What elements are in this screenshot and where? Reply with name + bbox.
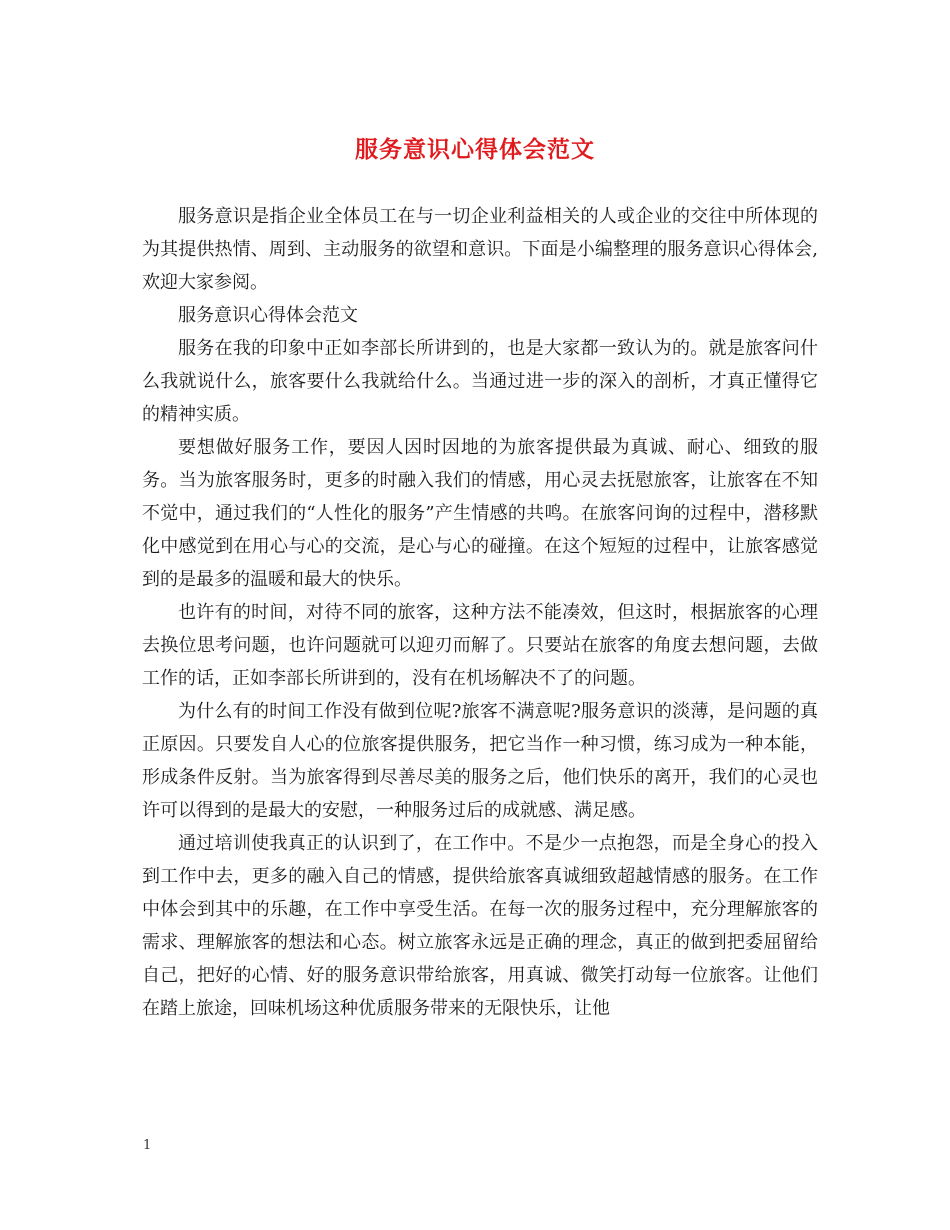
paragraph: 也许有的时间，对待不同的旅客，这种方法不能凑效，但这时，根据旅客的心理去换位思考问题，也许问题就可以迎刃而解了。只要站在旅客的角度去想问题，去做工作的话，正如李部长所讲到的，没有在机场解决不了的问题。 — [142, 602, 818, 689]
page-number: 1 — [143, 1138, 152, 1153]
paragraph-subheading: 服务意识心得体会范文 — [178, 305, 358, 326]
paragraph: 服务在我的印象中正如李部长所讲到的，也是大家都一致认为的。就是旅客问什么我就说什么，旅客要什么我就给什么。当通过进一步的深入的剖析，才真正懂得它的精神实质。 — [142, 338, 818, 425]
document-title: 服务意识心得体会范文 — [355, 136, 595, 163]
paragraph: 为什么有的时间工作没有做到位呢?旅客不满意呢?服务意识的淡薄，是问题的真正原因。只要发自人心的位旅客提供服务，把它当作一种习惯，练习成为一种本能，形成条件反射。当为旅客得到尽善尽美的服务之后，他们快乐的离开，我们的心灵也许可以得到的是最大的安慰，一种服务过后的成就感、满足感。 — [142, 701, 818, 821]
document-body — [142, 200, 818, 1025]
paragraph-intro: 服务意识是指企业全体员工在与一切企业利益相关的人或企业的交往中所体现的为其提供热情、周到、主动服务的欲望和意识。下面是小编整理的服务意识心得体会,欢迎大家参阅。 — [142, 206, 818, 293]
paragraph: 通过培训使我真正的认识到了，在工作中。不是少一点抱怨，而是全身心的投入到工作中去，更多的融入自己的情感，提供给旅客真诚细致超越情感的服务。在工作中体会到其中的乐趣，在工作中享受生活。在每一次的服务过程中，充分理解旅客的需求、理解旅客的想法和心态。树立旅客永远是正确的理念，真正的做到把委屈留给自己，把好的心情、好的服务意识带给旅客，用真诚、微笑打动每一位旅客。让他们在踏上旅途，回味机场这种优质服务带来的无限快乐，让他 — [142, 833, 818, 1019]
paragraph: 要想做好服务工作，要因人因时因地的为旅客提供最为真诚、耐心、细致的服务。当为旅客服务时，更多的时融入我们的情感，用心灵去抚慰旅客，让旅客在不知不觉中，通过我们的“人性化的服务”产生情感的共鸣。在旅客问询的过程中，潜移默化中感觉到在用心与心的交流，是心与心的碰撞。在这个短短的过程中，让旅客感觉到的是最多的温暖和最大的快乐。 — [142, 437, 818, 590]
